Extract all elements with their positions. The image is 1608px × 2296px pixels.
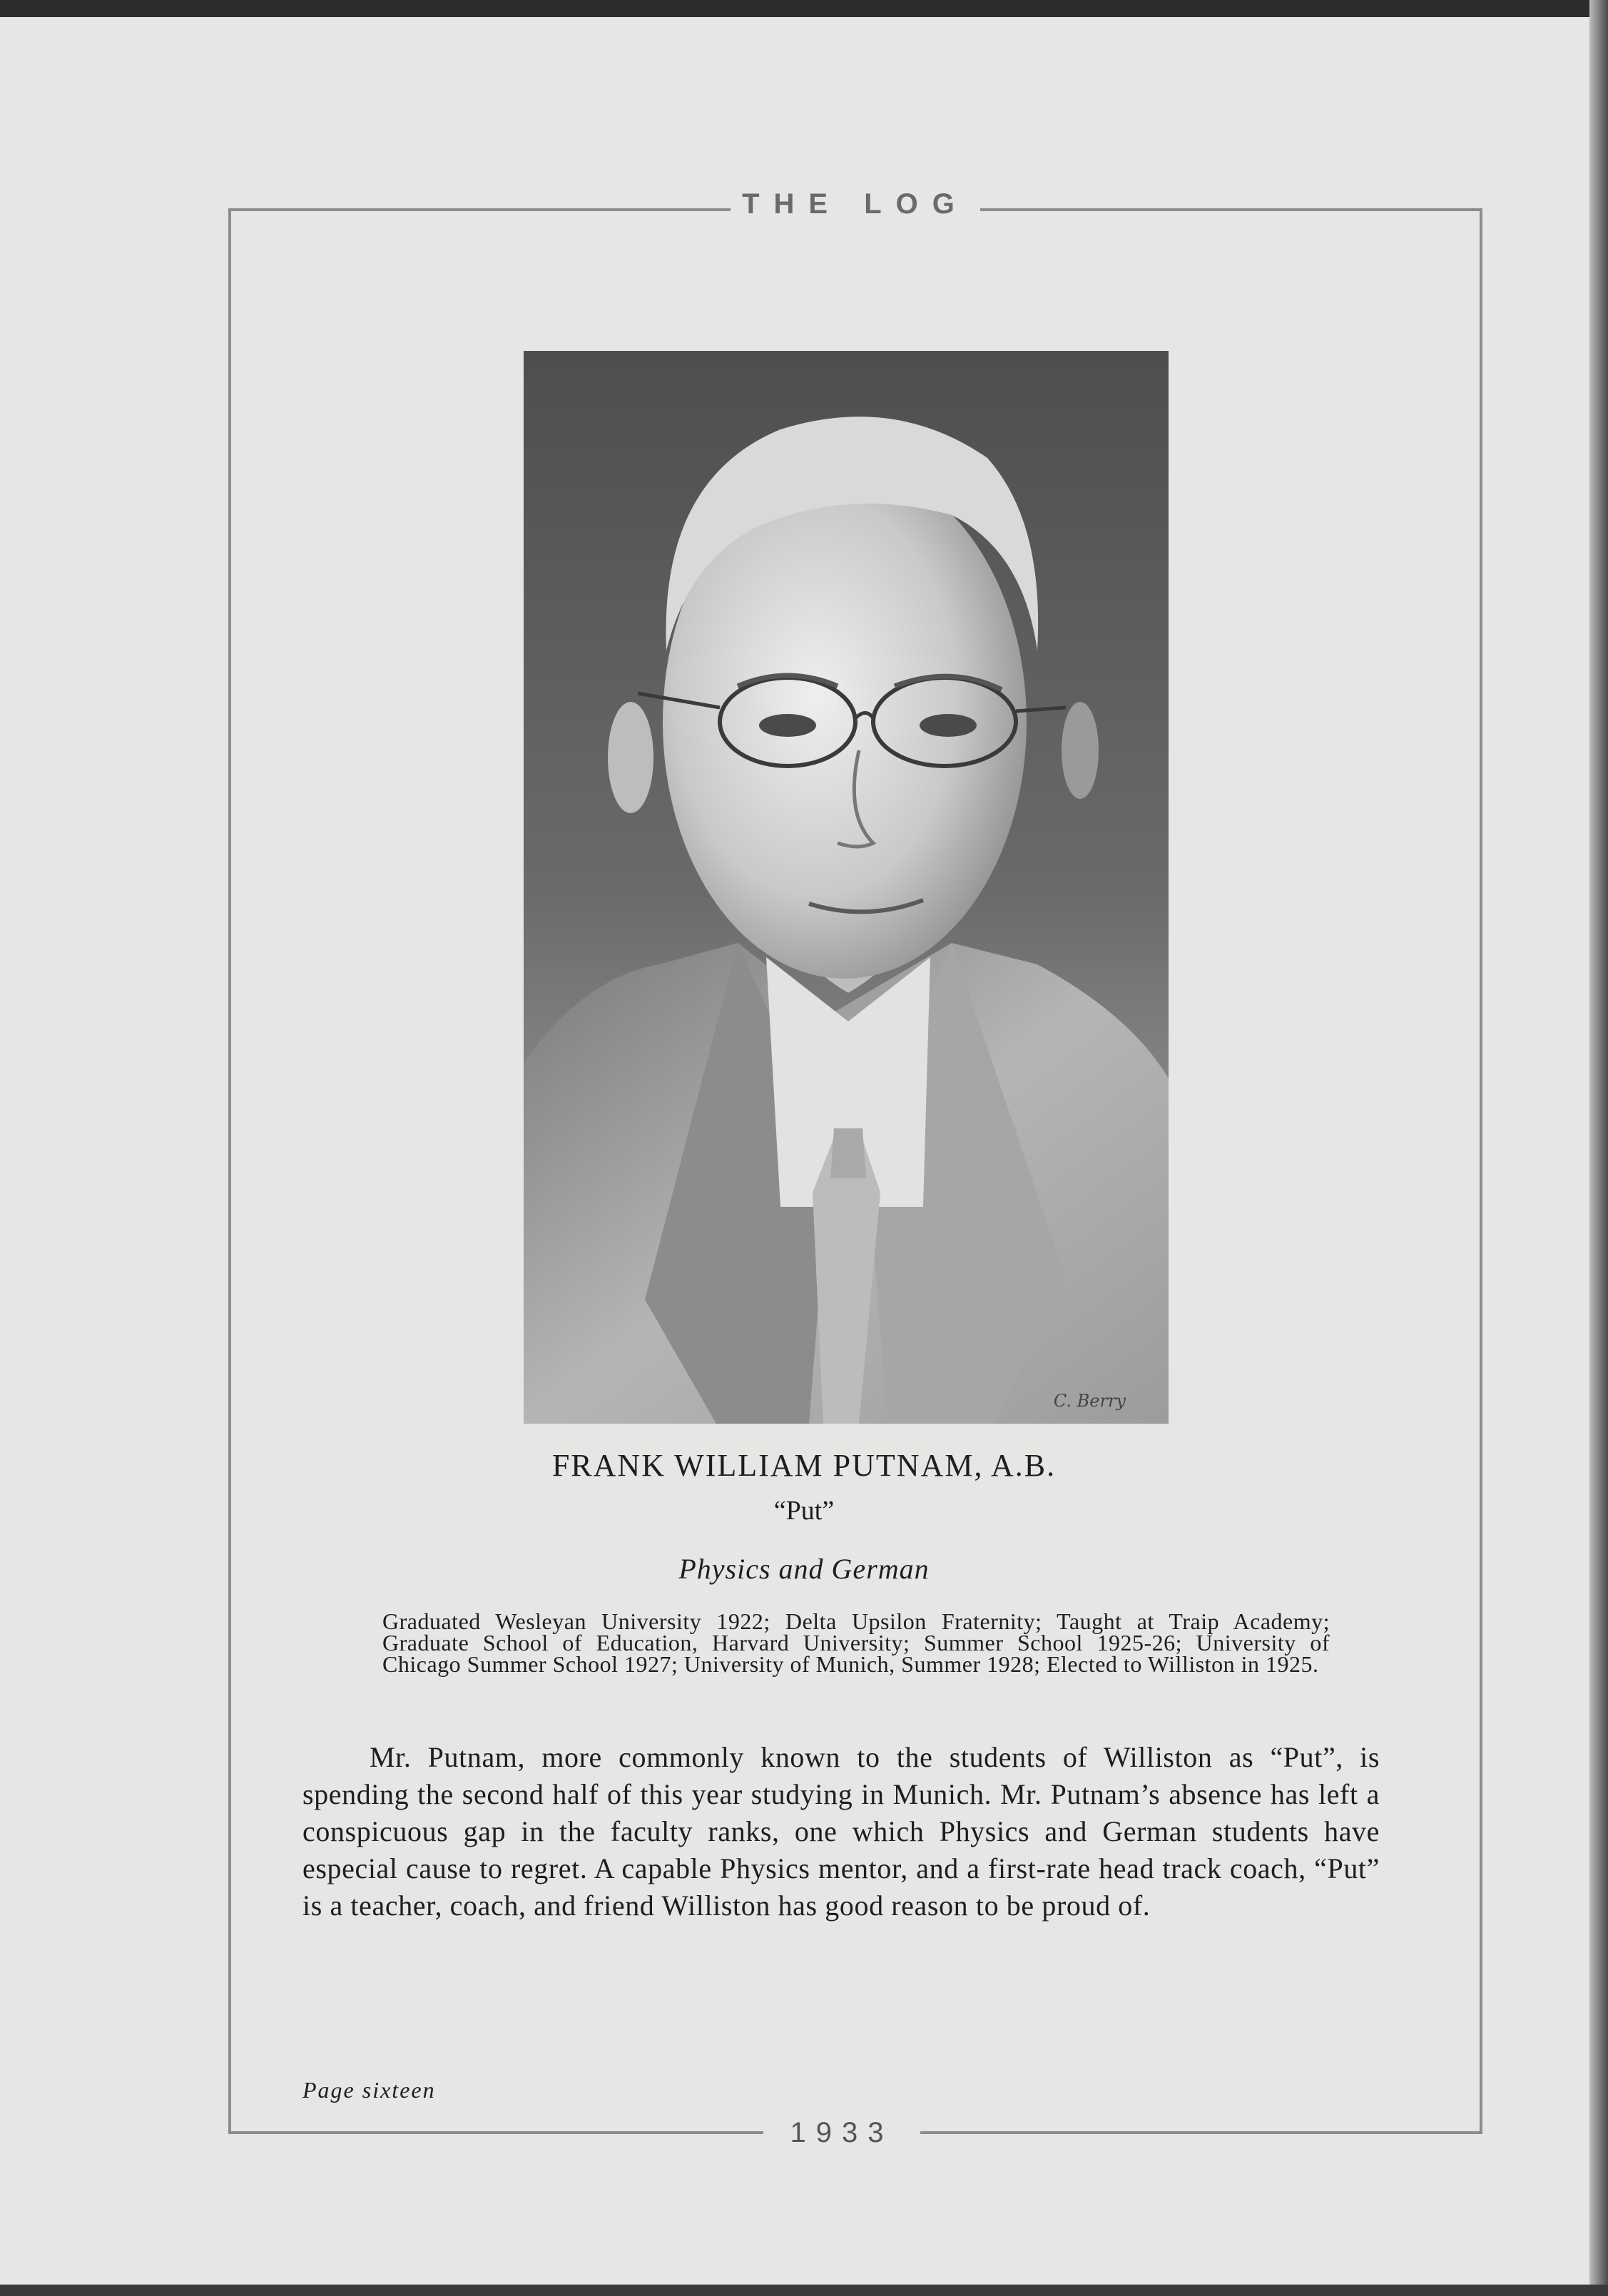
biography-paragraph: Mr. Putnam, more commonly known to the students of Williston as “Put”, is spending the second half of this year studying in Munich. Mr. Putnam’s absence has left a conspicuous gap in the faculty ranks, one which Physics and German students have especial cause to regret. A capable Physics mentor, and a first-rate head track coach, “Put” is a teacher, coach, and friend Williston has good reason to be proud of. <box>302 1741 1380 1922</box>
scan-top-edge <box>0 0 1608 17</box>
scan-right-edge <box>1589 0 1608 2296</box>
credentials-paragraph: Graduated Wesleyan University 1922; Delta Upsilon Fraternity; Taught at Traip Academy; Graduate School of Education, Harvard University; Summer School 1925-26; University of Chicago Summer School 1927; University of Munich, Summer 1928; Elected to Williston in 1925. <box>382 1608 1330 1677</box>
page-header-title: THE LOG <box>731 183 980 225</box>
artist-signature: C. Berry <box>1053 1391 1126 1411</box>
portrait-drawing <box>524 351 1169 1424</box>
footer-year: 1933 <box>763 2108 920 2158</box>
biography-section <box>302 1739 1380 1924</box>
scan-bottom-edge <box>0 2285 1608 2296</box>
person-name: FRANK WILLIAM PUTNAM, A.B. <box>551 1448 1057 1483</box>
page-number-label: Page sixteen <box>302 2077 436 2103</box>
person-nickname: “Put” <box>773 1496 835 1526</box>
teaching-subject: Physics and German <box>678 1553 930 1585</box>
portrait-image <box>524 351 1169 1424</box>
